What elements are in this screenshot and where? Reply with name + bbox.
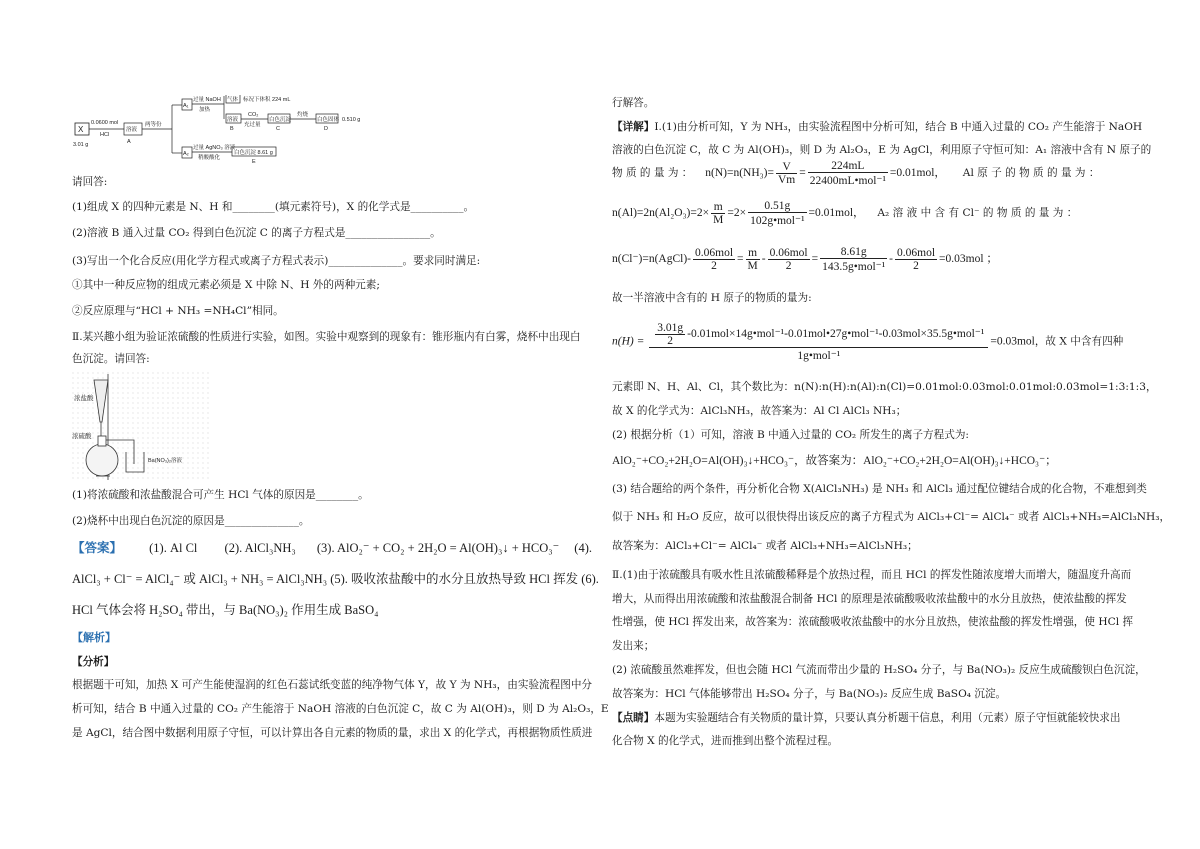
label-bano3: Ba(NO₃)₂溶液 xyxy=(148,458,183,464)
right-line-11: AlO₂⁻+CO₂+2H₂O=Al(OH)₃↓+HCO₃⁻，故答案为：AlO₂⁻+CO₂+2H₂O=Al(OH)₃↓+HCO₃⁻； xyxy=(612,455,1057,467)
flow-co2-top: CO₂ xyxy=(248,112,259,118)
flow-a1: A₁ xyxy=(183,103,189,109)
flow-b-label: B xyxy=(230,126,234,132)
frac-cl-5-den: 2 xyxy=(913,260,919,272)
flow-white-ppt2: 白色沉淀 8.61 g xyxy=(234,150,273,156)
frac-cl-4 xyxy=(820,246,887,273)
answer-label: 【答案】 xyxy=(72,541,123,555)
right-line-21-text: 本题为实验题结合有关物质的量计算，只要认真分析题干信息，利用（元素）原子守恒就能较快求出 xyxy=(654,712,1121,724)
right-line-22: 化合物 X 的化学式，进而推到出整个流程过程。 xyxy=(612,735,839,747)
right-line-20: 故答案为：HCl 气体能够带出 H₂SO₄ 分子，与 Ba(NO₃)₂ 反应生成 BaSO₄ 沉淀。 xyxy=(612,688,1007,700)
formula-n-al-result: =0.01mol， xyxy=(808,207,865,220)
flow-step-divide: 两等份 xyxy=(145,122,162,128)
frac-v-vm-num: V xyxy=(776,161,797,174)
right-line-17: 性增强，使 HCl 挥发出来，故答案为：浓硫酸吸收浓盐酸中的水分且放热，使浓盐酸的挥发性增强，使 HCl 挥 xyxy=(612,616,1134,628)
dianjing-label: 【点睛】 xyxy=(612,712,655,724)
flow-gas-note: 标况下体积 224 mL xyxy=(243,97,291,103)
right-line-14: 故答案为：AlCl₃+Cl⁻= AlCl₄⁻ 或者 AlCl₃+NH₃=AlCl₃NH₃； xyxy=(612,540,918,552)
frac-cl-2 xyxy=(746,247,760,272)
flow-diagram xyxy=(72,95,402,165)
answer-item-1: (1). Al Cl xyxy=(149,541,198,555)
frac-cl-1 xyxy=(693,247,735,272)
label-conc-hcl: 浓盐酸 xyxy=(74,395,94,402)
flow-c-label: C xyxy=(276,126,280,132)
formula-n-n-result: =0.01mol， xyxy=(889,167,946,180)
frac-cl-2-num: m xyxy=(746,247,760,260)
right-line-21 xyxy=(612,711,1121,725)
right-line-12: (3) 结合题给的两个条件，再分析化合物 X(AlCl₃NH₃) 是 NH₃ 和 AlCl₃ 通过配位键结合成的化合物，不难想到类 xyxy=(612,483,1147,495)
flow-x-mass: 3.01 g xyxy=(73,142,89,148)
question-2: (2)溶液 B 通入过量 CO₂ 得到白色沉淀 C 的离子方程式是________________。 xyxy=(72,227,441,239)
fenxi-line-3: 是 AgCl，结合图中数据利用原子守恒，可以计算出各自元素的物质的量，求出 X 的化学式，再根据物质性质进 xyxy=(72,727,593,739)
xiangjie-label: 【详解】 xyxy=(612,121,655,133)
formula-n-al-mid: =2× xyxy=(727,207,747,220)
frac-cl-4-num: 8.61g xyxy=(820,246,887,259)
frac-m-m xyxy=(711,201,725,226)
formula-al-prefix: Al 原 子 的 物 质 的 量 为 ： xyxy=(962,167,1100,180)
analysis-label: 【解析】 xyxy=(72,631,116,644)
frac-cl-1-den: 2 xyxy=(711,260,717,272)
answer-item-4: (4). xyxy=(574,541,592,555)
frac-051-den: 102g•mol⁻¹ xyxy=(750,215,805,227)
frac-n-h-num-rest: -0.01mol×14g•mol⁻¹-0.01mol•27g•mol⁻¹-0.03mol×35.5g•mol⁻¹ xyxy=(687,328,985,341)
flow-gas: 气体 xyxy=(227,97,239,103)
fenxi-label: 【分析】 xyxy=(72,656,115,668)
frac-301-num: 3.01g xyxy=(657,322,684,334)
fenxi-line-2: 析可知，结合 B 中通入过量的 CO₂ 产生能溶于 NaOH 溶液的白色沉淀 C，故 C 为 Al(OH)₃，则 D 为 Al₂O₃，E xyxy=(72,703,609,715)
right-line-18: 发出来； xyxy=(612,640,655,652)
formula-n-al-left: n(Al)=2n(Al₂O₃)=2× xyxy=(612,207,710,220)
frac-cl-2-den: M xyxy=(747,260,758,272)
frac-051 xyxy=(748,200,806,227)
right-line-1-text: Ⅰ.(1)由分析可知，Y 为 NH₃，由实验流程图中分析可知，结合 B 中通入过量的 CO₂ 产生能溶于 NaOH xyxy=(654,121,1143,133)
flow-agno3-bottom: 稍酸酸化 xyxy=(198,155,221,161)
right-line-19: (2) 浓硫酸虽然难挥发，但也会随 HCl 气流而带出少量的 H₂SO₄ 分子，与 Ba(NO₃)₂ 反应生成硫酸钡白色沉淀， xyxy=(612,664,1146,676)
question-3: (3)写出一个化合反应(用化学方程式或离子方程式表示)______________。要求同时满足: xyxy=(72,255,481,267)
apparatus-diagram xyxy=(72,372,212,480)
formula-n-cl-result: =0.03mol ； xyxy=(939,253,998,266)
flow-d-mass: 0.510 g xyxy=(342,117,361,123)
frac-m-m-den: M xyxy=(713,214,724,226)
formula-n-h-result: =0.03mol xyxy=(990,335,1035,348)
frac-cl-4-den: 143.5g•mol⁻¹ xyxy=(822,261,886,273)
right-line-10: (2) 根据分析（1）可知，溶液 B 中通入过量的 CO₂ 所发生的离子方程式为: xyxy=(612,429,970,441)
frac-cl-3-den: 2 xyxy=(785,260,792,272)
frac-224 xyxy=(808,160,888,187)
frac-224-num: 224mL xyxy=(808,160,888,173)
formula-n-h-lhs: n(H) = xyxy=(612,335,645,348)
part-2-intro-cont: 色沉淀。请回答: xyxy=(72,353,150,365)
answer-line-1 xyxy=(72,541,592,555)
flow-arrow1-bottom: HCl xyxy=(100,132,110,138)
frac-cl-1-num: 0.06mol xyxy=(695,247,734,259)
condition-2: ②反应原理与“HCl + NH₃ =NH₄Cl”相同。 xyxy=(72,305,284,317)
formula-n-h xyxy=(612,322,1123,362)
frac-224-den: 22400mL•mol⁻¹ xyxy=(809,175,886,187)
part-2-intro: Ⅱ.某兴趣小组为验证浓硫酸的性质进行实验，如图。实验中观察到的现象有：锥形瓶内有白雾，烧杯中出现白 xyxy=(72,331,581,343)
flow-x-label: X xyxy=(78,125,84,134)
right-line-1 xyxy=(612,120,1142,134)
right-line-2: 溶液的白色沉淀 C，故 C 为 Al(OH)₃，则 D 为 Al₂O₃，E 为 AgCl，利用原子守恒可知：A₁ 溶液中含有 N 原子的 xyxy=(612,144,1152,156)
right-line-9: 故 X 的化学式为：AlCl₃NH₃，故答案为：Al Cl AlCl₃ NH₃； xyxy=(612,405,907,417)
right-line-0: 行解答。 xyxy=(612,97,655,109)
formula-n-h-tail: ，故 X 中含有四种 xyxy=(1034,335,1124,348)
frac-v-vm-den: Vm xyxy=(778,174,796,186)
formula-n-n-left: n(N)=n(NH₃)= xyxy=(705,167,774,180)
flow-a-under: A xyxy=(127,139,131,145)
flow-arrow1-top: 0.0600 mol xyxy=(91,120,119,126)
answer-item-2: (2). AlCl₃NH₃ xyxy=(224,541,296,555)
frac-cl-5-num: 0.06mol xyxy=(897,247,936,259)
flow-sol-b: 溶液 xyxy=(227,117,239,123)
flow-d-label: D xyxy=(324,126,328,132)
right-line-8: 元素即 N、H、Al、Cl，其个数比为：n(N):n(H):n(Al):n(Cl)=0.01mol:0.03mol:0.01mol:0.03mol=1:3:1:3， xyxy=(612,381,1157,393)
formula-n-cl: n(Cl⁻)=n(AgCl)- $\frac{\text{0.06mol}}{2}$ = $\frac{m}{M}$ - $\frac{\text{0.06mol}}{2}$ = $\frac{8.61g}{\text{143.5g•mol⁻¹}}$ - $\frac{\text{0.06mol}}{2}$ =0.03mol ； xyxy=(612,246,998,273)
formula-cl-prefix: A₂ 溶 液 中 含 有 Cl⁻ 的 物 质 的 量 为 ： xyxy=(877,207,1078,220)
frac-v-vm xyxy=(776,161,797,186)
flow-co2-bottom: 充过量 xyxy=(244,122,261,128)
right-line-6: 故一半溶液中含有的 H 原子的物质的量为: xyxy=(612,292,812,304)
answer-line-2: AlCl₃ + Cl⁻ = AlCl₄⁻ 或 AlCl₃ + NH₃ = AlCl₃NH₃ (5). 吸收浓盐酸中的水分且放热导致 HCl 挥发 (6). xyxy=(72,572,599,586)
question-1: (1)组成 X 的四种元素是 N、H 和________(填元素符号)，X 的化学式是__________。 xyxy=(72,201,475,213)
flow-white-solid: 白色固体 xyxy=(317,117,340,123)
formula-n-n: 物 质 的 量 为 ： n(N)=n(NH₃)= $\frac{V}{Vm}$ = $\frac{224mL}{\text{22400mL•mol⁻¹}}$ =0.01mol， Al 原 子 的 物 质 的 量 为 ： xyxy=(612,160,1100,187)
fenxi-line-1: 根据题干可知，加热 X 可产生能使湿润的红色石蕊试纸变蓝的纯净物气体 Y，故 Y 为 NH₃，由实验流程图中分 xyxy=(72,679,593,691)
frac-051-num: 0.51g xyxy=(748,200,806,213)
condition-1: ①其中一种反应物的组成元素必须是 X 中除 N、H 外的两种元素; xyxy=(72,279,380,291)
question-prompt: 请回答: xyxy=(72,176,108,188)
frac-cl-3-num: 0.06mol xyxy=(769,247,808,259)
part-2-question-2: (2)烧杯中出现白色沉淀的原因是______________。 xyxy=(72,515,310,527)
flow-e-label: E xyxy=(252,159,256,165)
frac-cl-5 xyxy=(895,247,937,272)
flow-naoh-top: 过量 NaOH xyxy=(193,97,221,103)
formula-n-n-prefix: 物 质 的 量 为 ： xyxy=(612,167,693,180)
frac-301-den: 2 xyxy=(667,335,674,347)
frac-n-h-den: 1g•mol⁻¹ xyxy=(797,350,841,362)
frac-n-h xyxy=(649,322,988,362)
frac-m-m-num: m xyxy=(711,201,725,214)
right-line-15: Ⅱ.(1)由于浓硫酸具有吸水性且浓硫酸稀释是个放热过程，而且 HCl 的挥发性随浓度增大而增大，随温度升高而 xyxy=(612,569,1132,581)
formula-n-al xyxy=(612,200,1077,227)
part-2-question-1: (1)将浓硫酸和浓盐酸混合可产生 HCl 气体的原因是________。 xyxy=(72,489,369,501)
frac-301 xyxy=(655,322,685,347)
label-conc-h2so4: 浓硫酸 xyxy=(72,433,92,440)
formula-n-cl-left: n(Cl⁻)=n(AgCl)- xyxy=(612,253,691,266)
flow-solution: 溶液 xyxy=(126,127,138,133)
answer-item-3: (3). AlO₂⁻ + CO₂ + 2H₂O = Al(OH)₃↓ + HCO₃⁻ xyxy=(316,541,560,555)
right-line-13: 似于 NH₃ 和 H₂O 反应，故可以很快得出该反应的离子方程式为 AlCl₃+Cl⁻= AlCl₄⁻ 或者 AlCl₃+NH₃=AlCl₃NH₃， xyxy=(612,511,1171,523)
answer-line-3: HCl 气体会将 H₂SO₄ 带出，与 Ba(NO₃)₂ 作用生成 BaSO₄ xyxy=(72,603,379,617)
flow-white-ppt: 白色沉淀 xyxy=(269,117,292,123)
flow-agno3-top: 过量 AgNO₃ 溶液 xyxy=(193,145,236,151)
right-line-16: 增大，从而得出用浓硫酸和浓盐酸混合制备 HCl 的原理是浓硫酸吸收浓盐酸中的水分且放热，使浓盐酸的挥发 xyxy=(612,593,1127,605)
flow-burn: 灼烧 xyxy=(297,112,309,118)
flow-a2: A₂ xyxy=(183,151,189,157)
frac-cl-3 xyxy=(768,247,810,272)
flow-naoh-bottom: 加热 xyxy=(199,107,211,113)
